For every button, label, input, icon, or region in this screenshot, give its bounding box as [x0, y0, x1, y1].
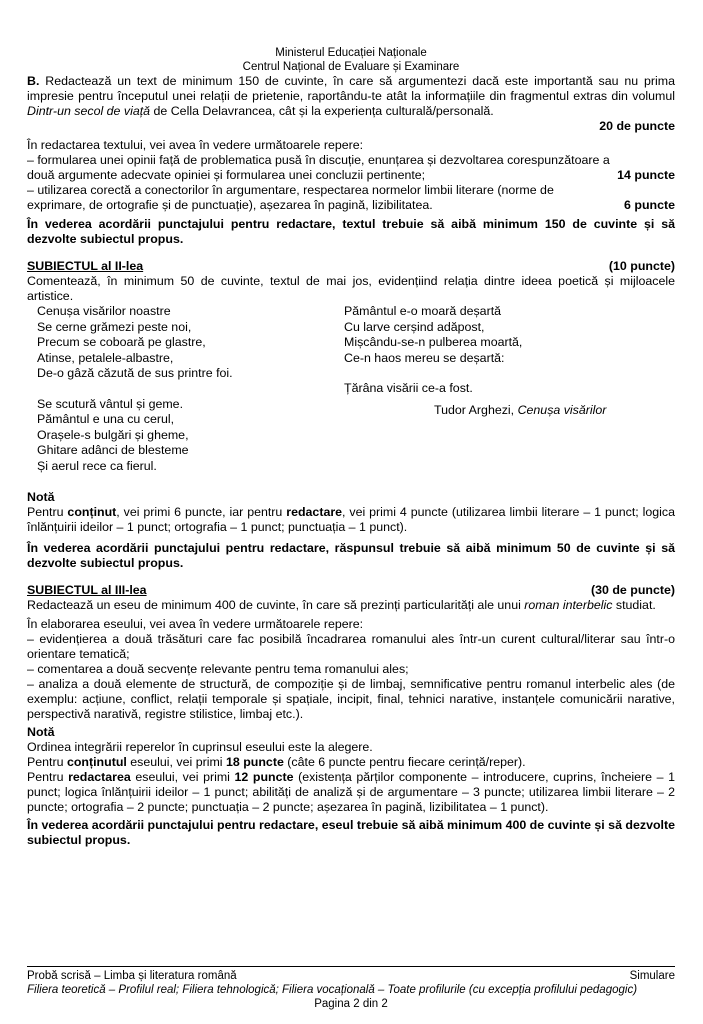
subject3-note-3: [27, 770, 675, 815]
poem-line: Cu larve cerșind adăpost,: [344, 319, 485, 334]
part-b-item1-row: [27, 168, 675, 183]
task-text: studiat.: [612, 598, 656, 612]
subject3-repere-intro: În elaborarea eseului, vei avea în vedere următoarele repere:: [27, 617, 364, 631]
poem-line: Pământul e-o moară deșartă: [344, 304, 502, 318]
part-b-label: B.: [27, 74, 40, 88]
note-emphasis: 18 puncte: [226, 755, 284, 769]
poem-line: Și aerul rece ca fierul.: [37, 458, 157, 473]
note-emphasis: redactare: [286, 505, 343, 519]
poem-line: Atinse, petalele-albastre,: [37, 350, 174, 365]
poem: [37, 304, 675, 474]
stanza-3: [344, 304, 675, 366]
page-header: [27, 46, 675, 74]
poem-line: Ghitare adânci de blesteme: [37, 443, 189, 457]
part-b-note: În vederea acordării punctajului pentru redactare, textul trebuie să aibă minimum 150 de cuvinte și să dezvolte subiectul propus.: [27, 217, 675, 246]
page-footer: [27, 966, 675, 1011]
header-ministry: Ministerul Educației Naționale: [275, 47, 427, 59]
subject3-heading: [27, 583, 675, 598]
note-emphasis: conținutul: [66, 755, 127, 769]
poem-line: De-o gâză căzută de sus printre foi.: [37, 366, 233, 380]
subject2-note-label: Notă: [27, 490, 55, 504]
subject3-reper-1: – evidențierea a două trăsături care fac posibilă încadrarea romanului ales într-un curent cultural/literar sau într-o orientare tematică;: [27, 632, 675, 661]
subject2-task: Comentează, în minimum 50 de cuvinte, textul de mai jos, evidențiind relația dintre ideea poetică și mijloacele artistice.: [27, 274, 675, 303]
subject2-title: SUBIECTUL al II-lea: [27, 259, 144, 273]
stanza-1: [37, 304, 344, 382]
subject2-points: (10 puncte): [608, 259, 675, 273]
part-b-points: 20 de puncte: [599, 119, 675, 133]
part-b-intro-end: de Cella Delavrancea, cât și la experiența culturală/personală.: [150, 104, 494, 118]
stanza-2: [37, 397, 344, 475]
poem-line: Cenușa visărilor noastre: [37, 304, 171, 318]
poem-line: Orașele-s bulgări și gheme,: [37, 427, 189, 442]
subject3-note-label: Notă: [27, 725, 55, 739]
task-emphasis: roman interbelic: [524, 598, 613, 612]
part-b-item1-a: – formularea unei opinii față de problematica pusă în discuție, enunțarea și dezvoltarea corespunzătoare a: [27, 153, 610, 167]
poem-line: Se scutură vântul și geme.: [37, 396, 184, 411]
note-text: , vei primi 4 puncte (utilizarea limbii literare – 1 punct; logica înlănțuirii ideilor – 1 punct; ortografia – 1 punct; punctuația – 1 punct).: [27, 505, 676, 534]
subject3-points: (30 de puncte): [591, 583, 675, 597]
footer-row: [27, 969, 675, 983]
part-b-task: [27, 74, 675, 119]
poem-column-right: [344, 304, 675, 474]
part-b-item1-b: două argumente adecvate opiniei și formularea unei concluzii pertinente;: [27, 168, 426, 182]
poem-line: Se cerne grămezi peste noi,: [37, 319, 192, 334]
note-emphasis: redactarea: [68, 770, 131, 784]
poem-line: Ce-n haos mereu se deșartă:: [344, 350, 505, 365]
note-emphasis: 12 puncte: [234, 770, 294, 784]
part-b-item1-points: 14 puncte: [617, 168, 675, 182]
header-center: Centrul Național de Evaluare și Examinare: [242, 61, 460, 73]
part-b-intro: Redactează un text de minimum 150 de cuvinte, în care să argumentezi dacă este importantă sau nu prima impresie pentru începutul unei relații de prietenie, raportându-te atât la informațiile din fragmentul extras din volumul: [27, 74, 675, 103]
footer-exam: Probă scrisă – Limba și literatura română: [27, 970, 237, 982]
poem-final-line: Țărâna visării ce-a fost.: [344, 381, 473, 395]
subject3-note-2: [27, 755, 675, 770]
poem-column-left: [37, 304, 344, 474]
poem-attribution: [434, 403, 675, 418]
subject2-heading: [27, 259, 675, 274]
subject3-note: În vederea acordării punctajului pentru redactare, eseul trebuie să aibă minimum 400 de cuvinte și să dezvolte subiectul propus.: [27, 818, 675, 847]
poem-line: Precum se coboară pe glastre,: [37, 335, 206, 349]
author-name: Tudor Arghezi,: [434, 402, 518, 417]
note-text: Pentru: [27, 770, 69, 784]
note-text: Pentru: [27, 505, 68, 519]
footer-page-number: Pagina 2 din 2: [314, 998, 388, 1010]
poem-line: Pământul e una cu cerul,: [37, 412, 175, 426]
part-b-item2-b: exprimare, de ortografie și de punctuație), așezarea în pagină, lizibilitatea.: [27, 198, 433, 212]
subject2-note-text: [27, 505, 675, 535]
note-text: Pentru: [27, 755, 67, 769]
part-b-repere-intro: În redactarea textului, vei avea în vedere următoarele repere:: [27, 138, 364, 152]
note-text: eseului, vei primi: [130, 770, 235, 784]
footer-simulation: Simulare: [629, 970, 675, 982]
note-text: (câte 6 puncte pentru fiecare cerință/reper).: [283, 755, 526, 769]
page-content: [27, 46, 675, 848]
subject3-reper-3: – analiza a două elemente de structură, de compoziție și de limbaj, semnificative pentru romanul interbelic ales (de exemplu: acțiune, conflict, relații temporale și spațiale, incipit, final, tehnici narative, instanțele comunicării narative, perspectivă narativă, registre stilistice, limbaj etc.).: [27, 677, 675, 721]
note-emphasis: conținut: [67, 505, 117, 519]
note-text: (existența părților componente – introducere, cuprins, încheiere – 1 punct; logica înlănțuirii ideilor – 1 punct; abilități de analiză și de argumentare – 3 puncte; utilizarea limbii literare – 2 puncte; ortografia – 2 puncte; punctuația – 2 puncte; așezarea în pagină, lizibilitatea – 1 punct).: [27, 770, 675, 814]
subject3-note-1: Ordinea integrării reperelor în cuprinsul eseului este la alegere.: [27, 740, 373, 754]
subject3-title: SUBIECTUL al III-lea: [27, 583, 147, 597]
poem-line: Mișcându-se-n pulberea moartă,: [344, 335, 523, 349]
subject3-task: [27, 598, 675, 613]
part-b-item2-a: – utilizarea corectă a conectorilor în argumentare, respectarea normelor limbii literare (norme de: [27, 183, 554, 197]
book-title: Dintr-un secol de viață: [27, 104, 151, 118]
footer-profiles: Filiera teoretică – Profilul real; Filiera tehnologică; Filiera vocațională – Toate profilurile (cu excepția profilului pedagogic): [27, 984, 638, 996]
subject3-reper-2: – comentarea a două secvențe relevante pentru tema romanului ales;: [27, 662, 409, 676]
note-text: , vei primi 6 puncte, iar pentru: [116, 505, 287, 519]
poem-title: Cenușa visărilor: [517, 402, 607, 417]
task-text: Redactează un eseu de minimum 400 de cuvinte, în care să prezinți particularități ale unui: [27, 598, 525, 612]
note-text: eseului, vei primi: [126, 755, 226, 769]
part-b-item2-points: 6 puncte: [624, 198, 675, 212]
part-b-item2-row: [27, 198, 675, 213]
subject2-note: În vederea acordării punctajului pentru redactare, răspunsul trebuie să aibă minimum 50 de cuvinte și să dezvolte subiectul propus.: [27, 541, 675, 570]
